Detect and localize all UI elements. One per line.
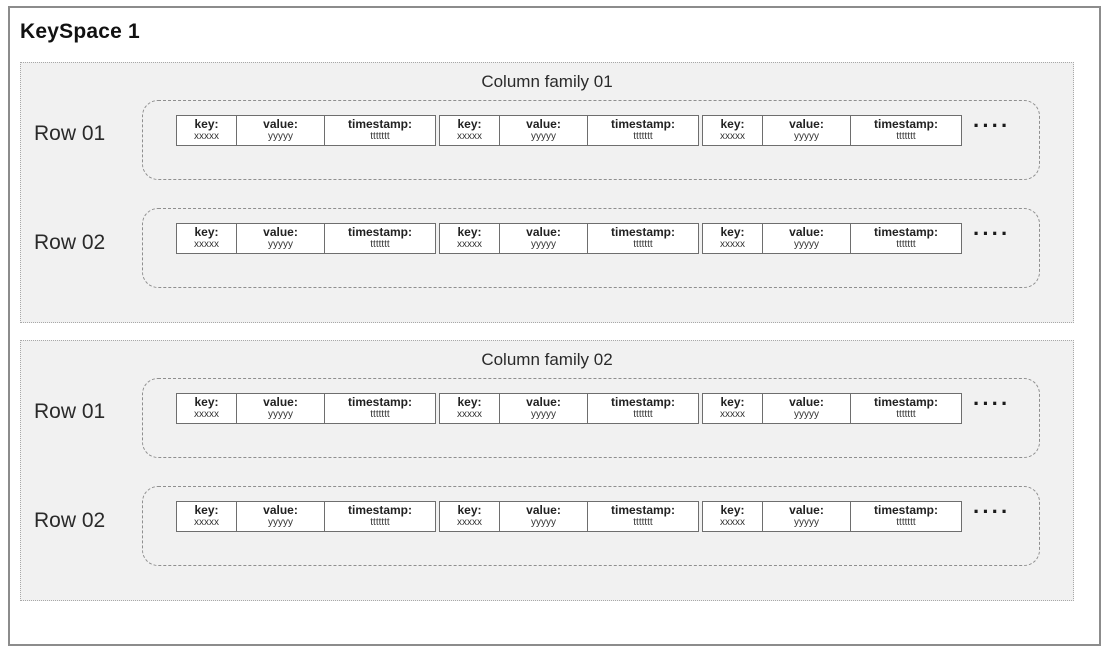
value-value: yyyyy xyxy=(794,409,819,420)
key-cell xyxy=(703,224,763,253)
column-block xyxy=(702,393,962,424)
key-cell xyxy=(177,116,237,145)
key-label: key: xyxy=(720,395,745,409)
timestamp-cell xyxy=(851,224,961,253)
value-cell xyxy=(500,394,588,423)
column-block xyxy=(702,501,962,532)
key-value: xxxxx xyxy=(194,131,219,142)
value-value: yyyyy xyxy=(794,131,819,142)
row-label: Row 01 xyxy=(34,122,106,145)
value-cell xyxy=(237,502,325,531)
value-label: value: xyxy=(263,395,298,409)
timestamp-label: timestamp: xyxy=(873,117,938,131)
value-value: yyyyy xyxy=(531,131,556,142)
timestamp-cell xyxy=(325,116,435,145)
timestamp-label: timestamp: xyxy=(610,225,675,239)
value-value: yyyyy xyxy=(531,517,556,528)
timestamp-label: timestamp: xyxy=(347,117,412,131)
timestamp-cell xyxy=(851,502,961,531)
row-box xyxy=(142,378,1040,458)
key-label: key: xyxy=(720,503,745,517)
key-cell xyxy=(703,502,763,531)
value-value: yyyyy xyxy=(268,517,293,528)
value-cell xyxy=(237,394,325,423)
key-value: xxxxx xyxy=(194,517,219,528)
timestamp-label: timestamp: xyxy=(873,503,938,517)
value-value: yyyyy xyxy=(531,239,556,250)
column-block xyxy=(176,393,436,424)
value-label: value: xyxy=(789,503,824,517)
key-value: xxxxx xyxy=(720,409,745,420)
timestamp-value: ttttttt xyxy=(896,131,916,142)
timestamp-cell xyxy=(851,116,961,145)
key-label: key: xyxy=(194,503,219,517)
key-cell xyxy=(440,224,500,253)
timestamp-label: timestamp: xyxy=(873,225,938,239)
more-columns-ellipsis: ···· xyxy=(973,391,1011,416)
column-family-1 xyxy=(20,62,1074,323)
key-value: xxxxx xyxy=(457,131,482,142)
column-family-title: Column family 01 xyxy=(481,72,613,91)
timestamp-cell xyxy=(325,394,435,423)
value-cell xyxy=(763,502,851,531)
key-label: key: xyxy=(194,225,219,239)
timestamp-label: timestamp: xyxy=(873,395,938,409)
row-label: Row 01 xyxy=(34,400,106,423)
timestamp-cell xyxy=(588,116,698,145)
value-value: yyyyy xyxy=(268,131,293,142)
column-family-2 xyxy=(20,340,1074,601)
timestamp-value: ttttttt xyxy=(370,239,390,250)
timestamp-cell xyxy=(325,502,435,531)
more-columns-ellipsis: ···· xyxy=(973,221,1011,246)
column-block xyxy=(439,393,699,424)
value-value: yyyyy xyxy=(268,239,293,250)
row-label: Row 02 xyxy=(34,509,106,532)
value-value: yyyyy xyxy=(268,409,293,420)
value-value: yyyyy xyxy=(531,409,556,420)
value-label: value: xyxy=(263,503,298,517)
timestamp-cell xyxy=(588,224,698,253)
timestamp-label: timestamp: xyxy=(347,395,412,409)
timestamp-value: ttttttt xyxy=(633,239,653,250)
key-value: xxxxx xyxy=(457,517,482,528)
key-label: key: xyxy=(194,117,219,131)
key-value: xxxxx xyxy=(457,409,482,420)
more-columns-ellipsis: ···· xyxy=(973,499,1011,524)
timestamp-value: ttttttt xyxy=(896,239,916,250)
key-label: key: xyxy=(457,503,482,517)
timestamp-value: ttttttt xyxy=(370,517,390,528)
key-cell xyxy=(177,502,237,531)
value-label: value: xyxy=(789,117,824,131)
timestamp-value: ttttttt xyxy=(633,131,653,142)
value-label: value: xyxy=(263,117,298,131)
more-columns-ellipsis: ···· xyxy=(973,113,1011,138)
key-value: xxxxx xyxy=(194,239,219,250)
key-cell xyxy=(177,224,237,253)
value-label: value: xyxy=(526,117,561,131)
timestamp-label: timestamp: xyxy=(347,225,412,239)
key-value: xxxxx xyxy=(194,409,219,420)
timestamp-cell xyxy=(588,502,698,531)
key-label: key: xyxy=(457,395,482,409)
column-block xyxy=(439,501,699,532)
key-label: key: xyxy=(457,225,482,239)
timestamp-cell xyxy=(588,394,698,423)
row-label: Row 02 xyxy=(34,231,106,254)
column-block xyxy=(176,115,436,146)
timestamp-cell xyxy=(851,394,961,423)
value-cell xyxy=(500,116,588,145)
column-block xyxy=(702,223,962,254)
column-block xyxy=(439,223,699,254)
timestamp-label: timestamp: xyxy=(610,503,675,517)
value-label: value: xyxy=(789,225,824,239)
row-box xyxy=(142,486,1040,566)
key-cell xyxy=(177,394,237,423)
column-family-title: Column family 02 xyxy=(481,350,613,369)
timestamp-value: ttttttt xyxy=(370,409,390,420)
key-value: xxxxx xyxy=(720,517,745,528)
key-cell xyxy=(703,116,763,145)
timestamp-value: ttttttt xyxy=(896,517,916,528)
column-block xyxy=(176,501,436,532)
value-cell xyxy=(237,224,325,253)
value-cell xyxy=(500,224,588,253)
column-block xyxy=(702,115,962,146)
value-cell xyxy=(237,116,325,145)
value-value: yyyyy xyxy=(794,239,819,250)
value-label: value: xyxy=(526,225,561,239)
timestamp-cell xyxy=(325,224,435,253)
column-block xyxy=(176,223,436,254)
key-label: key: xyxy=(720,225,745,239)
value-cell xyxy=(763,116,851,145)
value-label: value: xyxy=(526,503,561,517)
keyspace-title: KeySpace 1 xyxy=(20,20,140,43)
timestamp-label: timestamp: xyxy=(347,503,412,517)
value-label: value: xyxy=(789,395,824,409)
key-value: xxxxx xyxy=(457,239,482,250)
timestamp-value: ttttttt xyxy=(633,409,653,420)
key-label: key: xyxy=(194,395,219,409)
key-cell xyxy=(440,116,500,145)
value-value: yyyyy xyxy=(794,517,819,528)
value-label: value: xyxy=(526,395,561,409)
timestamp-label: timestamp: xyxy=(610,395,675,409)
key-value: xxxxx xyxy=(720,239,745,250)
row-box xyxy=(142,208,1040,288)
value-label: value: xyxy=(263,225,298,239)
key-value: xxxxx xyxy=(720,131,745,142)
timestamp-value: ttttttt xyxy=(896,409,916,420)
row-box xyxy=(142,100,1040,180)
key-cell xyxy=(440,502,500,531)
value-cell xyxy=(500,502,588,531)
key-cell xyxy=(440,394,500,423)
timestamp-value: ttttttt xyxy=(370,131,390,142)
timestamp-label: timestamp: xyxy=(610,117,675,131)
value-cell xyxy=(763,224,851,253)
key-label: key: xyxy=(457,117,482,131)
timestamp-value: ttttttt xyxy=(633,517,653,528)
value-cell xyxy=(763,394,851,423)
key-label: key: xyxy=(720,117,745,131)
column-block xyxy=(439,115,699,146)
key-cell xyxy=(703,394,763,423)
